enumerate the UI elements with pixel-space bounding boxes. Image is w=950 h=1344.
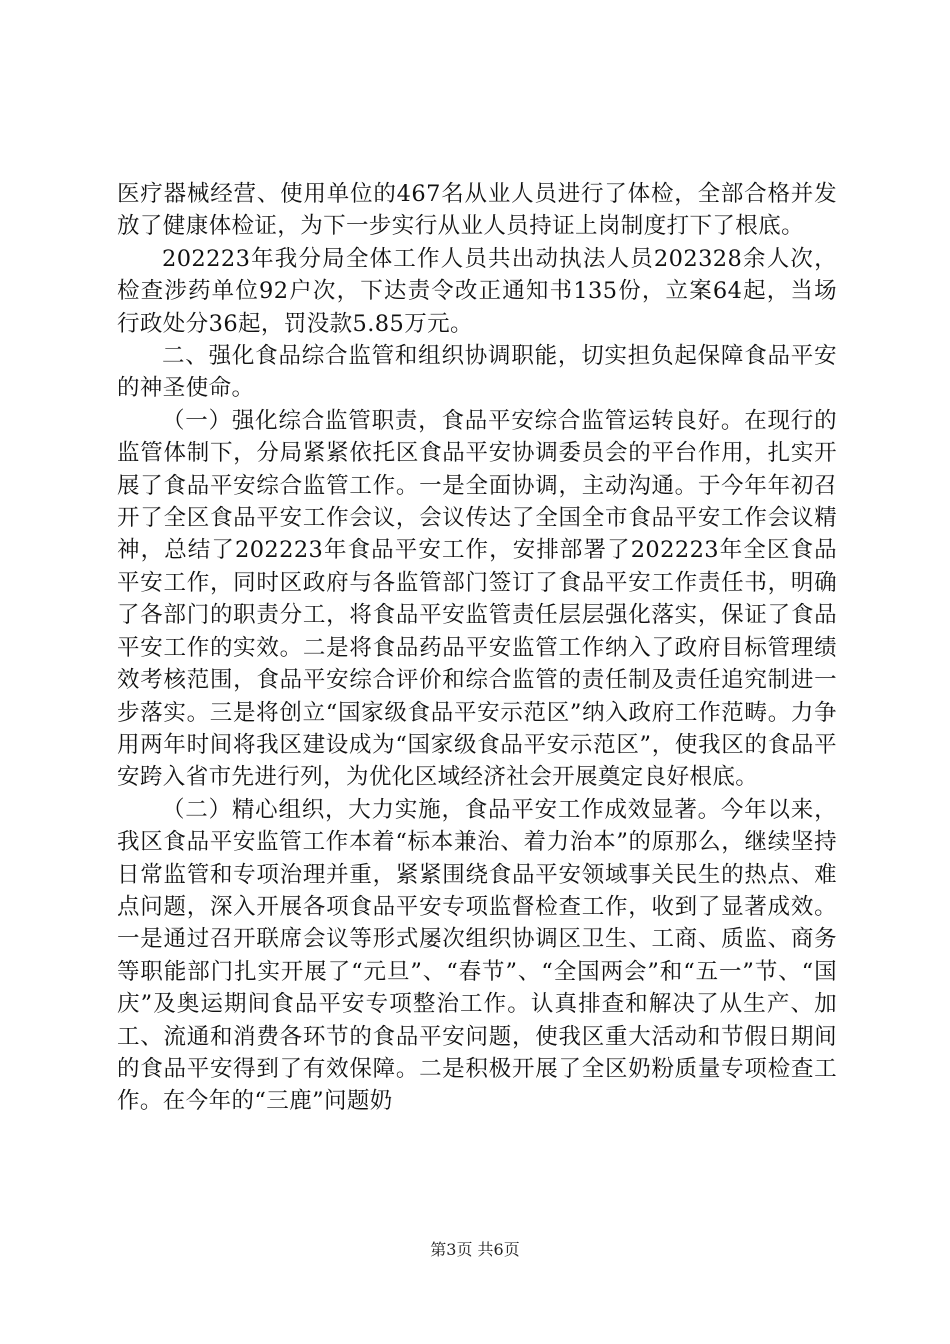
paragraph-comprehensive-supervision: （一）强化综合监管职责，食品平安综合监管运转良好。在现行的监管体制下，分局紧紧依托区食品平安协调委员会的平台作用，扎实开展了食品平安综合监管工作。一是全面协调，主动沟通。于今年年初召开了全区食品平安工作会议，会议传达了全国全市食品平安工作会议精神，总结了202223年食品平安工作，安排部署了202223年全区食品平安工作，同时区政府与各监管部门签订了食品平安工作责任书，明确了各部门的职责分工，将食品平安监管责任层层强化落实，保证了食品平安工作的实效。二是将食品药品平安监管工作纳入了政府目标管理绩效考核范围，食品平安综合评价和综合监管的责任制及责任追究制进一步落实。三是将创立“国家级食品平安示范区”纳入政府工作范畴。力争用两年时间将我区建设成为“国家级食品平安示范区”，使我区的食品平安跨入省市先进行列，为优化区域经济社会开展奠定良好根底。 <box>117 407 837 791</box>
paragraph-organization-implementation: （二）精心组织，大力实施，食品平安工作成效显著。今年以来，我区食品平安监管工作本着“标本兼治、着力治本”的原那么，继续坚持日常监管和专项治理并重，紧紧围绕食品平安领域事关民生的热点、难点问题，深入开展各项食品平安专项监督检查工作，收到了显著成效。一是通过召开联席会议等形式屡次组织协调区卫生、工商、质监、商务等职能部门扎实开展了“元旦”、“春节”、“全国两会”和“五一”节、“国庆”及奥运期间食品平安专项整治工作。认真排查和解决了从生产、加工、流通和消费各环节的食品平安问题，使我区重大活动和节假日期间的食品平安得到了有效保障。二是积极开展了全区奶粉质量专项检查工作。在今年的“三鹿”问题奶 <box>117 796 837 1115</box>
section-heading-food-safety: 二、强化食品综合监管和组织协调职能，切实担负起保障食品平安的神圣使命。 <box>117 343 837 402</box>
paragraph-enforcement-stats: 202223年我分局全体工作人员共出动执法人员202328余人次，检查涉药单位92户次，下达责令改正通知书135份，立案64起，当场行政处分36起，罚没款5.85万元。 <box>117 245 837 337</box>
page-footer: 第3页 共6页 <box>430 1240 520 1259</box>
document-body <box>117 178 837 1118</box>
paragraph-health-check: 医疗器械经营、使用单位的467名从业人员进行了体检，全部合格并发放了健康体检证，为下一步实行从业人员持证上岗制度打下了根底。 <box>117 181 837 240</box>
